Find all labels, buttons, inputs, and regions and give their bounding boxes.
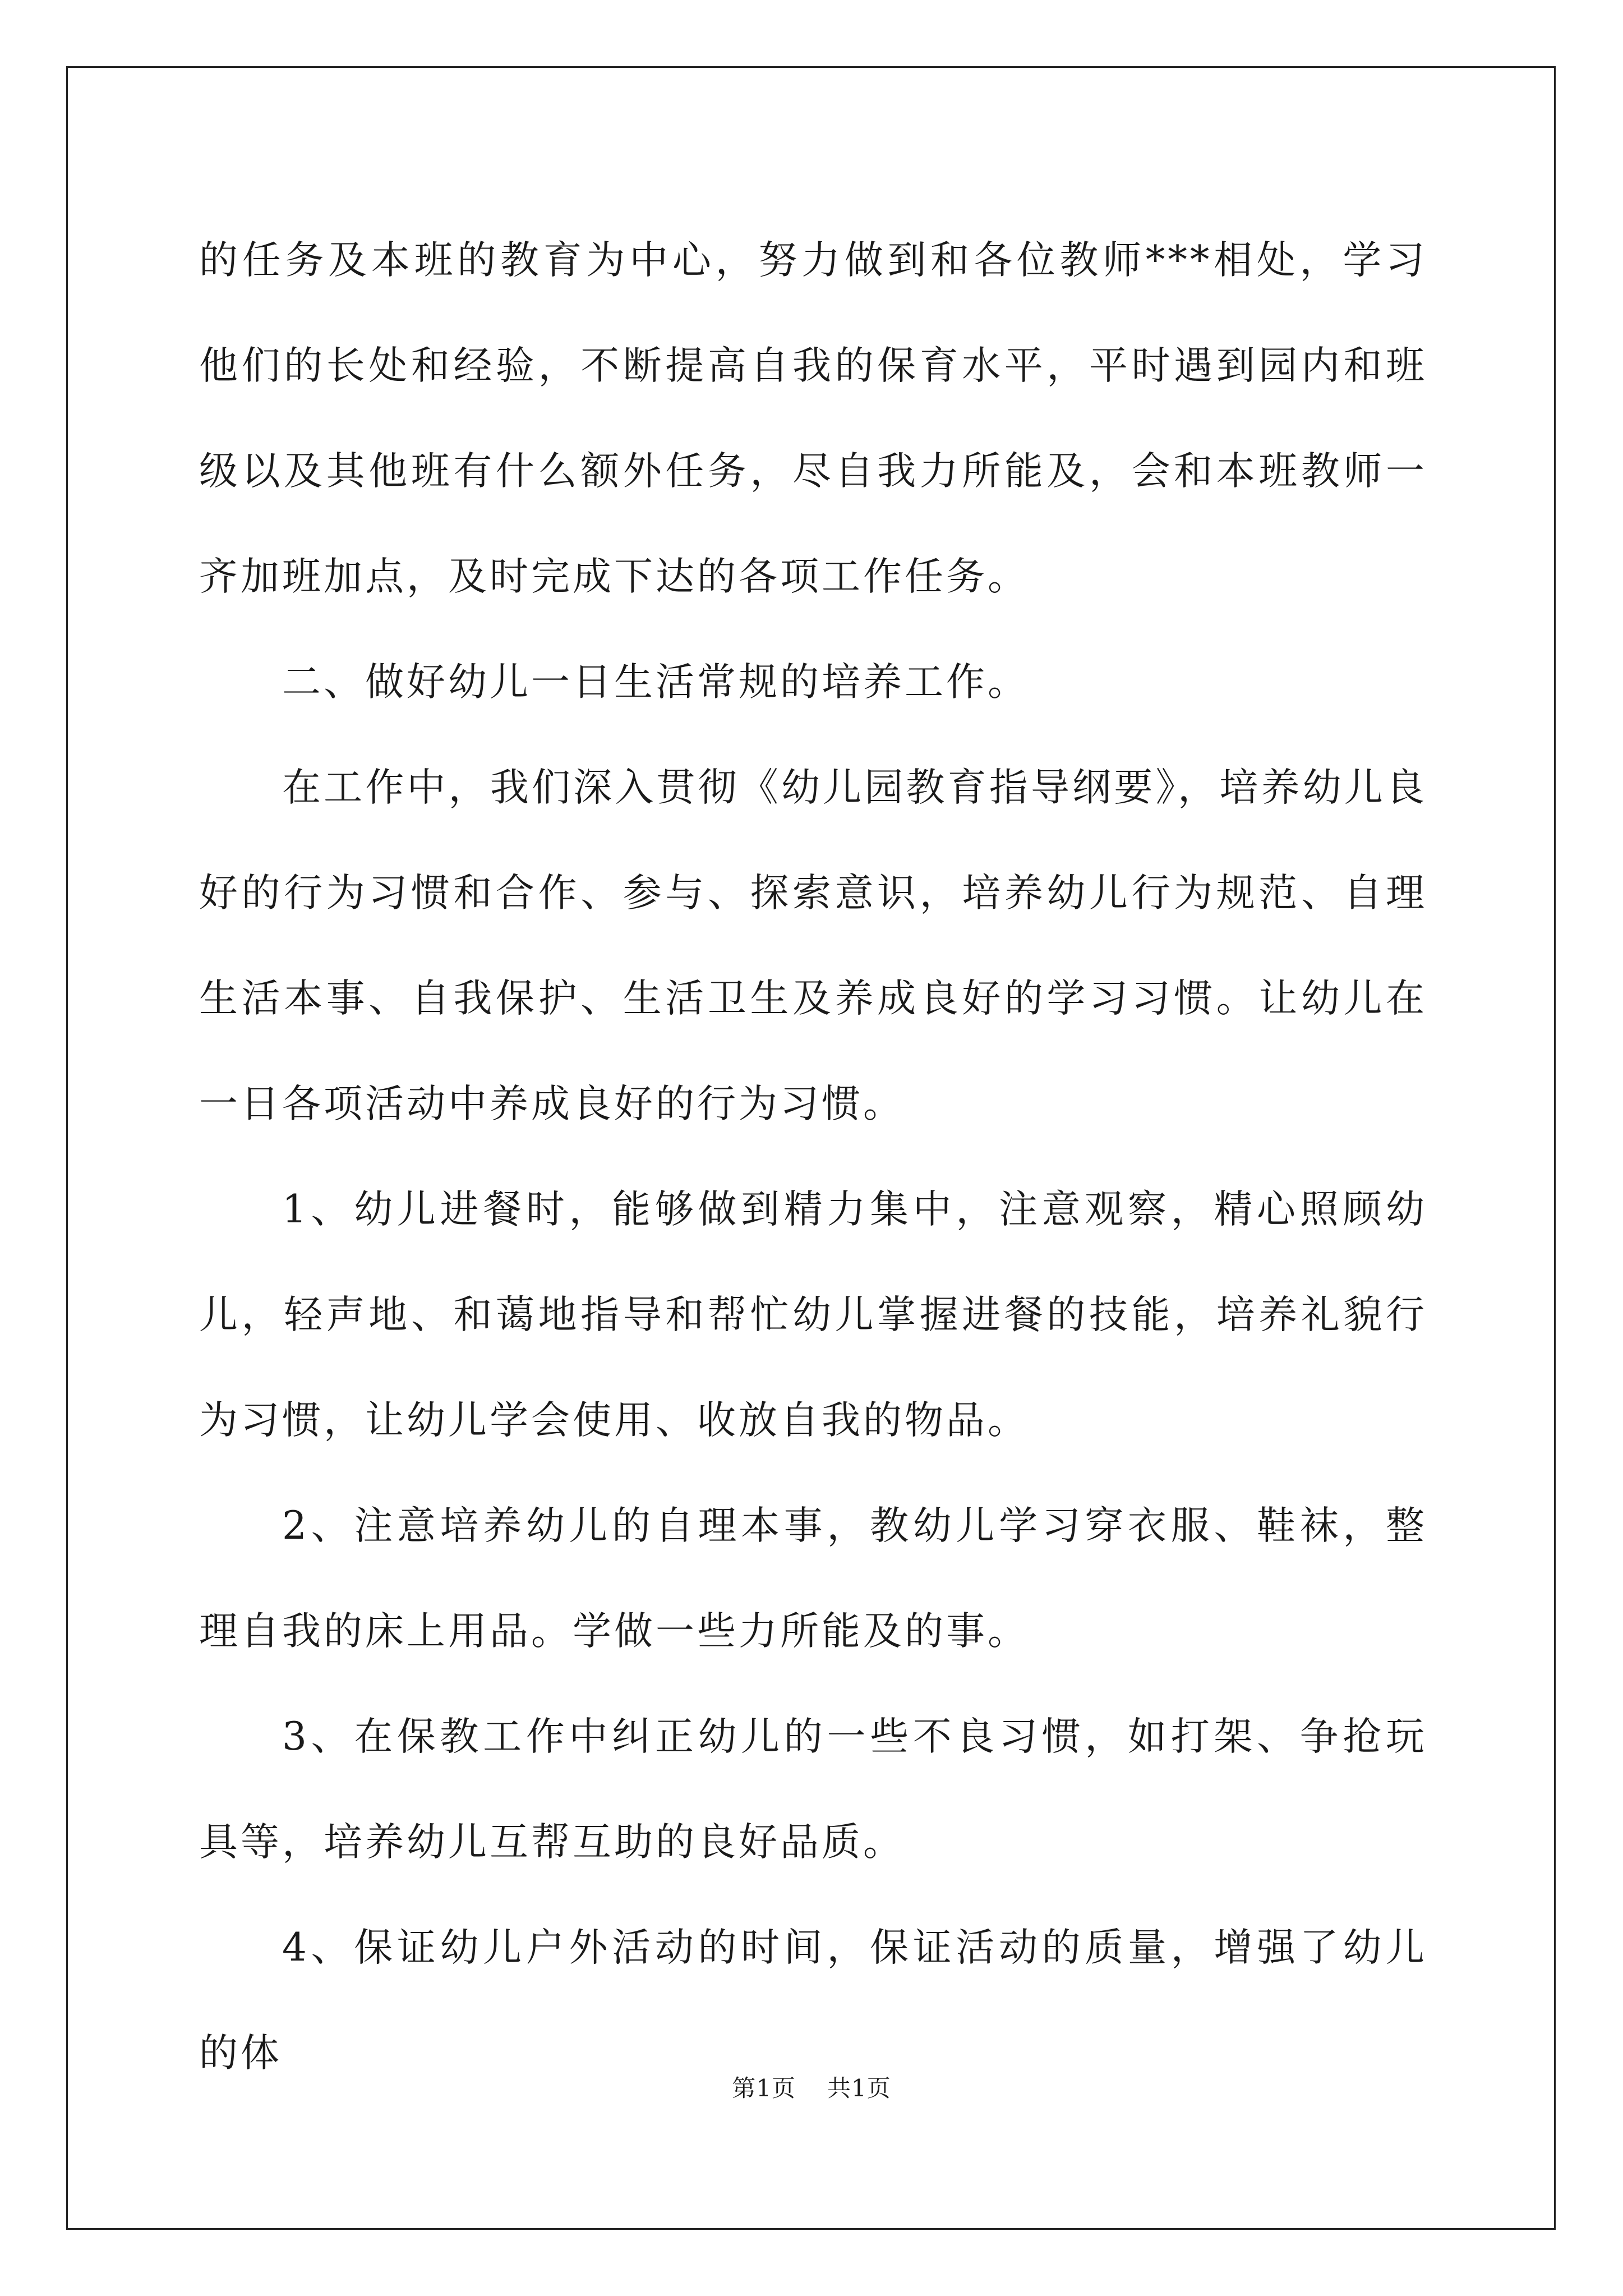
paragraph-7: 4、保证幼儿户外活动的时间，保证活动的质量，增强了幼儿的体 <box>199 1925 1427 2076</box>
page-total: 共1页 <box>827 2074 891 2102</box>
paragraph-6: 3、在保教工作中纠正幼儿的一些不良习惯，如打架、争抢玩具等，培养幼儿互帮互助的良好品质。 <box>199 1714 1427 1865</box>
page-footer <box>0 2070 1623 2104</box>
paragraph-4: 1、幼儿进餐时，能够做到精力集中，注意观察，精心照顾幼儿，轻声地、和蔼地指导和帮忙幼儿掌握进餐的技能，培养礼貌行为习惯，让幼儿学会使用、收放自我的物品。 <box>199 1187 1427 1443</box>
document-body <box>199 208 1427 2106</box>
page-number: 第1页 <box>732 2074 796 2102</box>
paragraph-3: 在工作中，我们深入贯彻《幼儿园教育指导纲要》，培养幼儿良好的行为习惯和合作、参与、探索意识，培养幼儿行为规范、自理生活本事、自我保护、生活卫生及养成良好的学习习惯。让幼儿在一日各项活动中养成良好的行为习惯。 <box>199 765 1427 1126</box>
paragraph-5: 2、注意培养幼儿的自理本事，教幼儿学习穿衣服、鞋袜，整理自我的床上用品。学做一些力所能及的事。 <box>199 1503 1427 1654</box>
paragraph-2-heading: 二、做好幼儿一日生活常规的培养工作。 <box>282 660 1029 705</box>
paragraph-1: 的任务及本班的教育为中心，努力做到和各位教师***相处，学习他们的长处和经验，不断提高自我的保育水平，平时遇到园内和班级以及其他班有什么额外任务，尽自我力所能及，会和本班教师一齐加班加点，及时完成下达的各项工作任务。 <box>199 238 1427 599</box>
